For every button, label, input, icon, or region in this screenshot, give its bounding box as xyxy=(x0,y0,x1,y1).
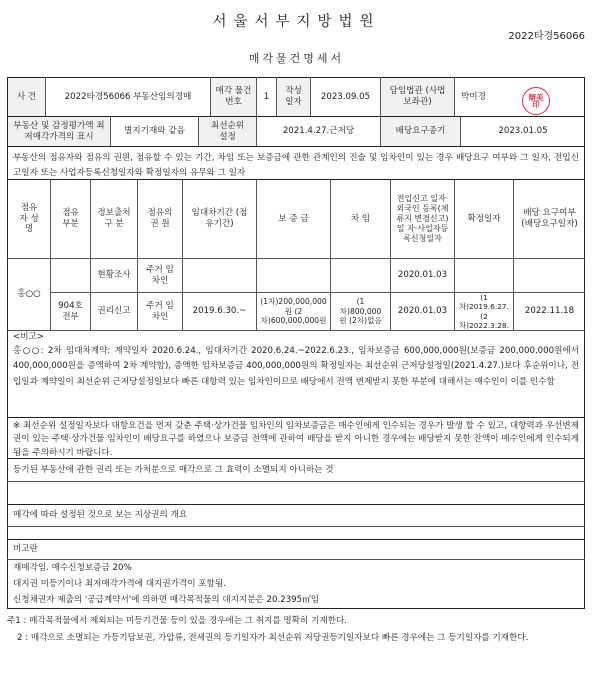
priority-label: 최선순위 설정 xyxy=(199,117,256,146)
cell-right: 주거 임차인 xyxy=(146,300,174,322)
bigo-label: 비고란 xyxy=(13,544,38,555)
divider xyxy=(7,559,585,560)
remarks-text: 홍○○: 2차 임대차계약: 계약일자 2020.6.24., 임대차기간 2020.6.24.~2022.6.23., 임차보증금 600,000,000원(보증금 200,000,000원에서 400,000,000원을 증액하여 2차 계약함), 증액한 임차보증금 400,000,000원의 확정일자는 최선순위 근저당설정일(2021.4.27.)보다 후순위이나, 전입일과 계약일이 최선순위 근저당설정일보다 빠른 대항력 있는 임차인이므로 배당에서 전액 변제받지 못한 부분에 대해서는 매수인이 이를 인수함 xyxy=(13,346,579,387)
cell-part: 904호 전부 xyxy=(58,300,83,322)
remarks-label: <비고> xyxy=(13,332,45,342)
divider xyxy=(7,146,585,147)
col-header-occupant: 점유자 성 명 xyxy=(19,202,39,235)
col-header-period: 임대차기간 (점유기간) xyxy=(191,208,248,229)
cell-fixed-date: (1차)2019.6.27. (2차)2022.3.28. xyxy=(459,293,509,330)
cell-deposit: (1차)200,000,000원 (2차)600,000,000원 xyxy=(260,297,327,326)
notice-text: ※ 최선순위 설정일자보다 대항요건을 먼저 갖춘 주택·상가건물 임차인의 임차보증금은 매수인에게 인수되는 경우가 발생 할 수 있고, 대항력과 우선변제권이 있는 주택·상가건물 임차인이 배당요구를 하였으나 보증금 전액에 관하여 배당을 받지 아니한 경우에는 배당받지 못한 잔액이 매수인에게 인수되게 됨을 주의하시기 바랍니다. xyxy=(13,421,579,458)
created-label: 작성 일자 xyxy=(277,78,310,116)
bigo-line: 재매각임. 매수신청보증금 20% xyxy=(13,563,132,573)
court-seal-stamp xyxy=(522,87,550,115)
cell-right: 주거 임차인 xyxy=(146,264,174,286)
col-header-fixed-date: 확정일자 xyxy=(467,213,501,224)
case-label: 사 건 xyxy=(8,78,45,116)
court-name: 서울서부지방법원 xyxy=(212,14,381,30)
bigo-line: 신청채권자 제출의 '공급계약서'에 의하면 매각목적물의 대지지분은 20.2395㎡임 xyxy=(13,594,319,605)
item-no-value: 1 xyxy=(263,91,270,102)
cell-rent xyxy=(331,259,390,292)
bigo-line: 대지권 미등기이나 최저매각가격에 대지권가격이 포함됨. xyxy=(13,578,226,589)
cell-deposit xyxy=(257,259,330,292)
divider xyxy=(7,417,585,418)
divider xyxy=(7,526,585,527)
col-header-source: 정보출처 구 분 xyxy=(97,208,131,229)
deadline-label: 배당요구종기 xyxy=(381,117,460,146)
occupancy-description: 부동산의 점유자와 점유의 권원, 점유할 수 있는 기간, 차임 또는 보증금에 관한 관계인의 진술 및 임차인이 있는 경우 배당요구 여부와 그 일자, 전입신고일자 또는 사업자등록신청일자와 확정일자의 유무와 그 일자 xyxy=(13,153,579,178)
cell-source: 권리신고 xyxy=(97,306,131,317)
col-header-move-in: 전입신고 일자·외국인 등록(체류지 변경신고)일 자·사업자등 록신청일자 xyxy=(396,194,449,243)
appraisal-value: 별지기재와 같음 xyxy=(124,126,185,137)
section-surface-rights: 매각에 따라 설정된 것으로 보는 지상권의 개요 xyxy=(13,510,188,521)
occupant-name: 홍○○ xyxy=(17,289,41,300)
col-header-right: 점유의 권 원 xyxy=(147,208,173,229)
item-no-label: 매각 물건번호 xyxy=(211,78,256,116)
case-number-top: 2022타경56066 xyxy=(508,31,585,42)
seal-text: 辯美印 xyxy=(528,92,544,109)
col-header-rent: 차 임 xyxy=(350,213,371,224)
cell-move-in: 2020.01.03 xyxy=(397,270,448,281)
cell-fixed-date xyxy=(455,259,513,292)
priority-value: 2021.4.27.근저당 xyxy=(282,126,355,137)
cell-move-in: 2020.01.03 xyxy=(397,306,448,317)
footnote-2: 2 : 매각으로 소멸되는 가등기담보권, 가압류, 전세권의 등기일자가 최선순위 저당권등기일자보다 빠른 경우에는 그 등기일자를 기재한다. xyxy=(17,633,529,643)
cell-dividend xyxy=(514,259,585,292)
bigo-content xyxy=(13,561,579,609)
deadline-value: 2023.01.05 xyxy=(498,126,548,137)
judge-label: 담임법관 (사법보좌관) xyxy=(381,78,454,116)
document-title: 매각물건명세서 xyxy=(248,52,345,65)
cell-rent: (1차)800,000원 (2차)없음 xyxy=(339,297,382,326)
section-registered-rights: 등기된 부동산에 관한 권리 또는 가처분으로 매각으로 그 효력이 소멸되지 아니하는 것 xyxy=(13,464,334,475)
cell-part xyxy=(51,259,90,292)
footnote-1: 주1 : 매각목적물에서 제외되는 미등기건물 등이 있을 경우에는 그 취지를 명확히 기재한다. xyxy=(7,616,348,626)
col-header-deposit: 보 증 금 xyxy=(278,213,309,224)
appraisal-label: 부동산 및 감정평가액 최저매각가격의 표시 xyxy=(8,117,110,146)
case-value: 2022타경56066 부동산임의경매 xyxy=(64,91,192,102)
created-value: 2023.09.05 xyxy=(320,91,371,102)
judge-value: 박미경 xyxy=(461,91,486,102)
cell-period: 2019.6.30.~ xyxy=(192,306,247,317)
cell-period xyxy=(183,259,256,292)
divider xyxy=(7,481,585,482)
col-header-dividend: 배당 요구여부 (배당요구일자) xyxy=(521,208,578,229)
col-header-part: 점유 부분 xyxy=(62,208,79,229)
cell-dividend: 2022.11.18 xyxy=(524,306,575,317)
cell-source: 현황조사 xyxy=(97,270,131,281)
